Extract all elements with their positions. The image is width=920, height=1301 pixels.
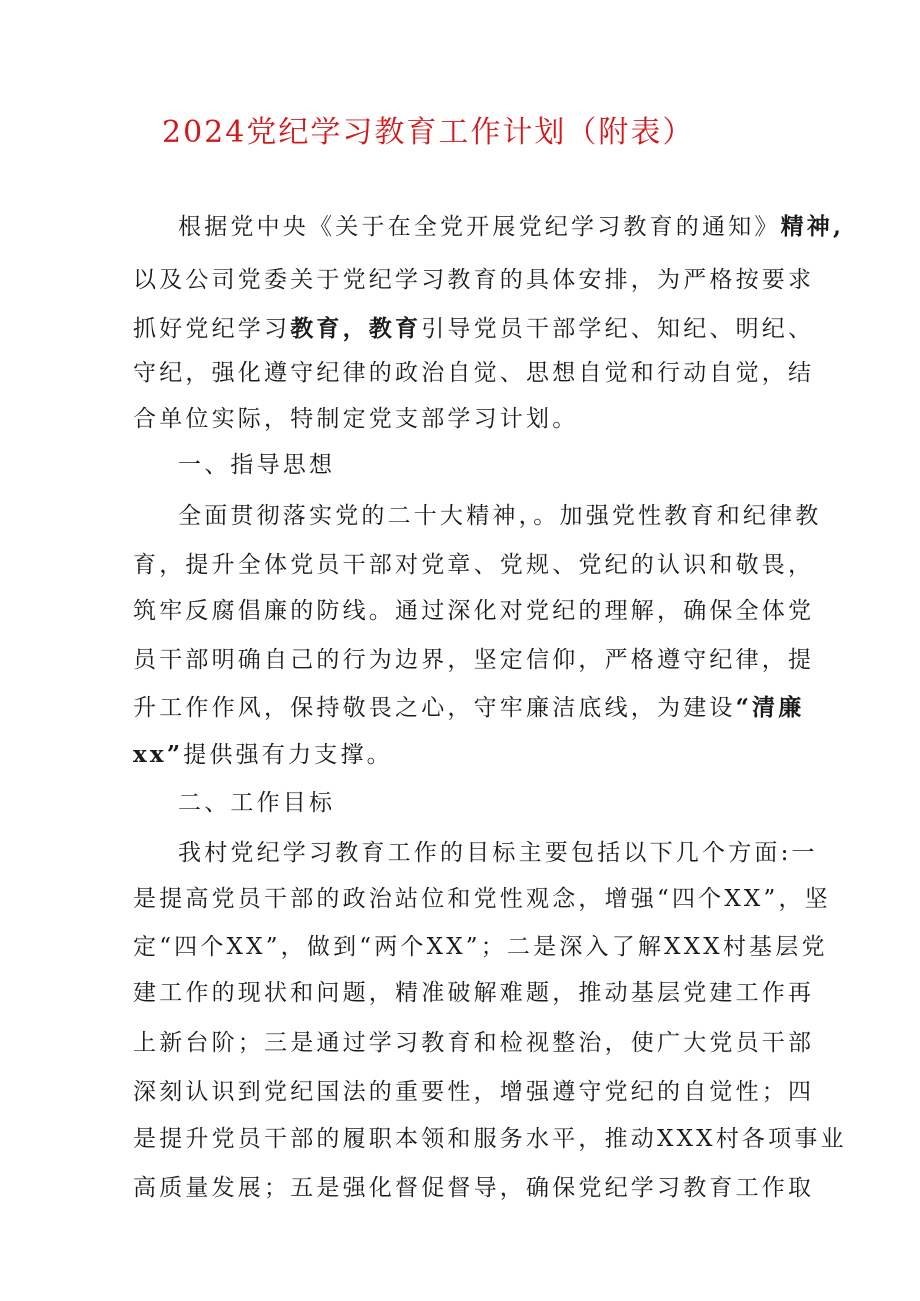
intro-line-3-text-a: 抓好党纪学习 xyxy=(133,316,291,342)
intro-line-4: 守纪，强化遵守纪律的政治自觉、思想自觉和行动自觉，结 xyxy=(133,360,815,386)
intro-line-3-bold: 教育，教育 xyxy=(290,315,422,342)
section-2-line-3: 定“四个XX”，做到“两个XX”；二是深入了解XXX村基层党 xyxy=(133,934,828,960)
section-2-heading: 二、工作目标 xyxy=(178,790,336,816)
section-2-line-2: 是提高党员干部的政治站位和党性观念，增强“四个XX”，坚 xyxy=(133,886,831,912)
section-1-line-6-bold: xx” xyxy=(133,741,184,768)
section-2-line-8: 高质量发展；五是强化督促督导，确保党纪学习教育工作取 xyxy=(133,1175,815,1201)
section-2-line-5: 上新台阶；三是通过学习教育和检视整治，使广大党员干部 xyxy=(133,1030,815,1056)
section-1-line-3: 筑牢反腐倡廉的防线。通过深化对党纪的理解，确保全体党 xyxy=(133,598,815,624)
section-1-line-2: 育，提升全体党员干部对党章、党规、党纪的认识和敬畏， xyxy=(133,552,815,578)
section-1-line-5-text: 升工作作风，保持敬畏之心，守牢廉洁底线，为建设 xyxy=(133,695,736,721)
section-1-line-6-text: 提供强有力支撑。 xyxy=(183,742,393,768)
document-title: 2024党纪学习教育工作计划（附表） xyxy=(162,115,695,150)
section-1-line-5-bold: “清廉 xyxy=(735,694,805,721)
intro-line-1-bold: 精神, xyxy=(780,213,845,240)
intro-line-1 xyxy=(178,210,845,244)
intro-line-3 xyxy=(133,312,815,346)
section-2-line-6: 深刻认识到党纪国法的重要性，增强遵守党纪的自觉性；四 xyxy=(133,1079,815,1105)
section-1-line-1: 全面贯彻落实党的二十大精神，。加强党性教育和纪律教 xyxy=(178,503,822,529)
intro-line-5: 合单位实际，特制定党支部学习计划。 xyxy=(133,406,579,432)
section-2-line-4: 建工作的现状和问题，精准破解难题，推动基层党建工作再 xyxy=(133,980,815,1006)
section-1-line-4: 员干部明确自己的行为边界，坚定信仰，严格遵守纪律，提 xyxy=(133,647,815,673)
section-1-line-5 xyxy=(133,691,805,725)
section-2-line-1: 我村党纪学习教育工作的目标主要包括以下几个方面:一 xyxy=(178,840,818,866)
section-2-line-7: 是提升党员干部的履职本领和服务水平，推动XXX村各项事业 xyxy=(133,1126,847,1152)
intro-line-1-text: 根据党中央《关于在全党开展党纪学习教育的通知》 xyxy=(178,214,781,240)
intro-line-3-text-c: 引导党员干部学纪、知纪、明纪、 xyxy=(421,316,815,342)
section-1-line-6 xyxy=(133,738,793,772)
section-1-heading: 一、指导思想 xyxy=(178,452,336,478)
intro-line-2: 以及公司党委关于党纪学习教育的具体安排，为严格按要求 xyxy=(133,267,815,293)
